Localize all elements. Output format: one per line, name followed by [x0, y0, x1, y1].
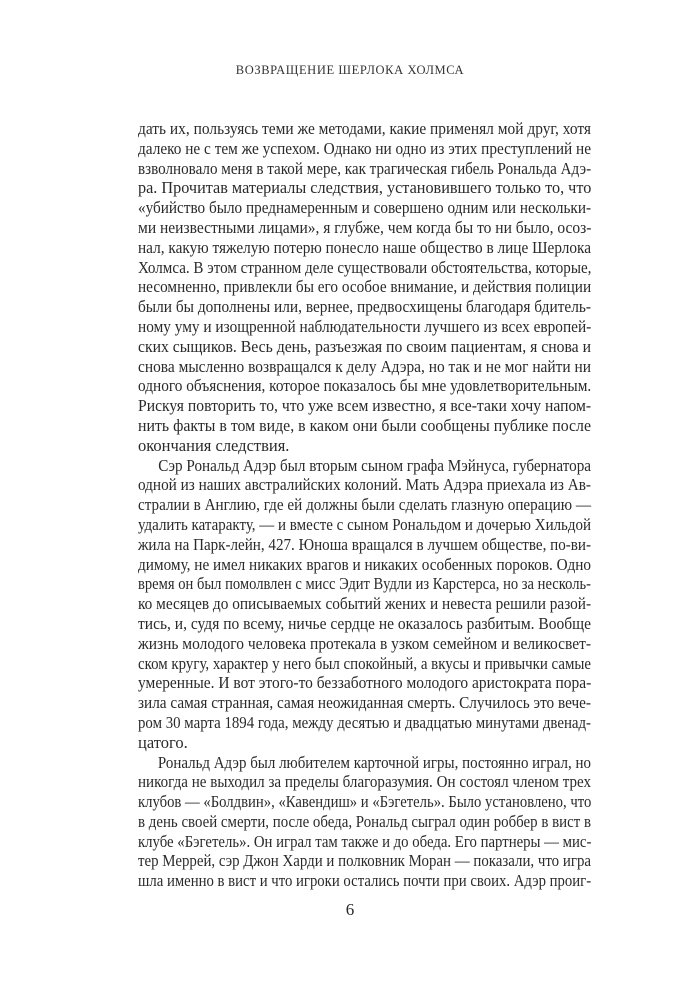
paragraph: [138, 119, 591, 456]
text-line: время он был помолвлен с мисс Эдит Вудли из Карстерса, но за несколь-: [138, 574, 591, 594]
text-line: клубов — «Болдвин», «Кавендиш» и «Бэгетель». Было установлено, что: [138, 792, 592, 812]
running-header: ВОЗВРАЩЕНИЕ ШЕРЛОКА ХОЛМСА: [235, 63, 465, 77]
text-line: ми неизвестными лицами», я глубже, чем когда бы то ни было, осоз-: [138, 217, 592, 237]
text-line: шла именно в вист и что игроки остались почти при своих. Адэр проиг-: [138, 871, 592, 891]
text-line: дать их, пользуясь теми же методами, какие применял мой друг, хотя: [138, 119, 591, 138]
text-line: удалить катаракту, — и вместе с сыном Рональдом и дочерью Хильдой: [138, 514, 592, 534]
text-line: одной из наших австралийских колоний. Мать Адэра приехала из Ав-: [138, 475, 591, 495]
text-line: ром 30 марта 1894 года, между десятью и двадцатью минутами двенад-: [138, 712, 592, 732]
text-line: цатого.: [138, 732, 188, 752]
text-line: зила самая странная, самая неожиданная смерть. Случилось это вече-: [138, 693, 592, 713]
text-line: снова мысленно возвращался к делу Адэра, но так и не мог найти ни: [138, 356, 591, 376]
text-line: умеренные. И вот этого-то беззаботного молодого аристократа пора-: [138, 673, 592, 693]
text-line: Рональд Адэр был любителем карточной игры, постоянно играл, но: [157, 752, 591, 772]
text-line: димому, не имел никаких врагов и никаких особенных пороков. Одно: [138, 554, 592, 574]
text-line: нал, какую тяжелую потерю понесло наше общество в лице Шерлока: [138, 237, 592, 257]
text-line: ских сыщиков. Весь день, разъезжая по своим пациентам, я снова и: [138, 336, 592, 356]
page-number: 6: [345, 900, 355, 919]
text-line: клубе «Бэгетель». Он играл там также и до обеда. Его партнеры — мис-: [138, 831, 592, 851]
text-line: окончания следствия.: [138, 435, 290, 455]
text-line: Рискуя повторить то, что уже всем известно, я все-таки хочу напом-: [138, 396, 592, 416]
text-line: нить факты в том виде, в каком они были сообщены публике после: [138, 415, 591, 435]
text-line: ному уму и изощренной наблюдательности лучшего из всех европей-: [138, 316, 592, 336]
text-line: в день своей смерти, после обеда, Рональд сыграл один роббер в вист в: [138, 811, 592, 831]
text-line: Холмса. В этом странном деле существовали обстоятельства, которые,: [138, 257, 592, 277]
text-line: взволновало меня в такой мере, как трагическая гибель Рональда Адэ-: [138, 158, 592, 178]
body-text: [138, 119, 591, 891]
text-line: далеко не с тем же успехом. Однако ни одно из этих преступлений не: [138, 138, 592, 158]
text-line: стралии в Англию, где ей должны были сделать глазную операцию —: [138, 495, 592, 515]
text-line: ко месяцев до описываемых событий жених и невеста решили разой-: [138, 594, 592, 614]
text-line: одного объяснения, которое показалось бы мне удовлетворительным.: [138, 376, 592, 396]
text-line: жила на Парк-лейн, 427. Юноша вращался в лучшем обществе, по-ви-: [138, 534, 591, 554]
text-line: несомненно, привлекли бы его особое внимание, и действия полиции: [138, 277, 592, 297]
text-line: Сэр Рональд Адэр был вторым сыном графа Мэйнуса, губернатора: [158, 455, 592, 475]
text-line: тись, и, судя по всему, ничье сердце не оказалось разбитым. Вообще: [138, 613, 591, 633]
paragraph: [138, 753, 591, 892]
text-line: были бы дополнены или, вернее, предвосхищены благодаря бдитель-: [138, 297, 592, 317]
text-line: жизнь молодого человека протекала в узком семейном и великосвет-: [138, 633, 592, 653]
paragraph: [138, 456, 591, 753]
text-line: никогда не выходил за пределы благоразумия. Он состоял членом трех: [138, 772, 592, 792]
text-line: ском кругу, характер у него был спокойный, а вкусы и привычки самые: [138, 653, 592, 673]
text-line: «убийство было преднамеренным и совершено одним или нескольки-: [138, 198, 592, 218]
text-line: тер Меррей, сэр Джон Харди и полковник Моран — показали, что игра: [138, 851, 592, 871]
text-line: ра. Прочитав материалы следствия, установившего только то, что: [138, 178, 592, 198]
